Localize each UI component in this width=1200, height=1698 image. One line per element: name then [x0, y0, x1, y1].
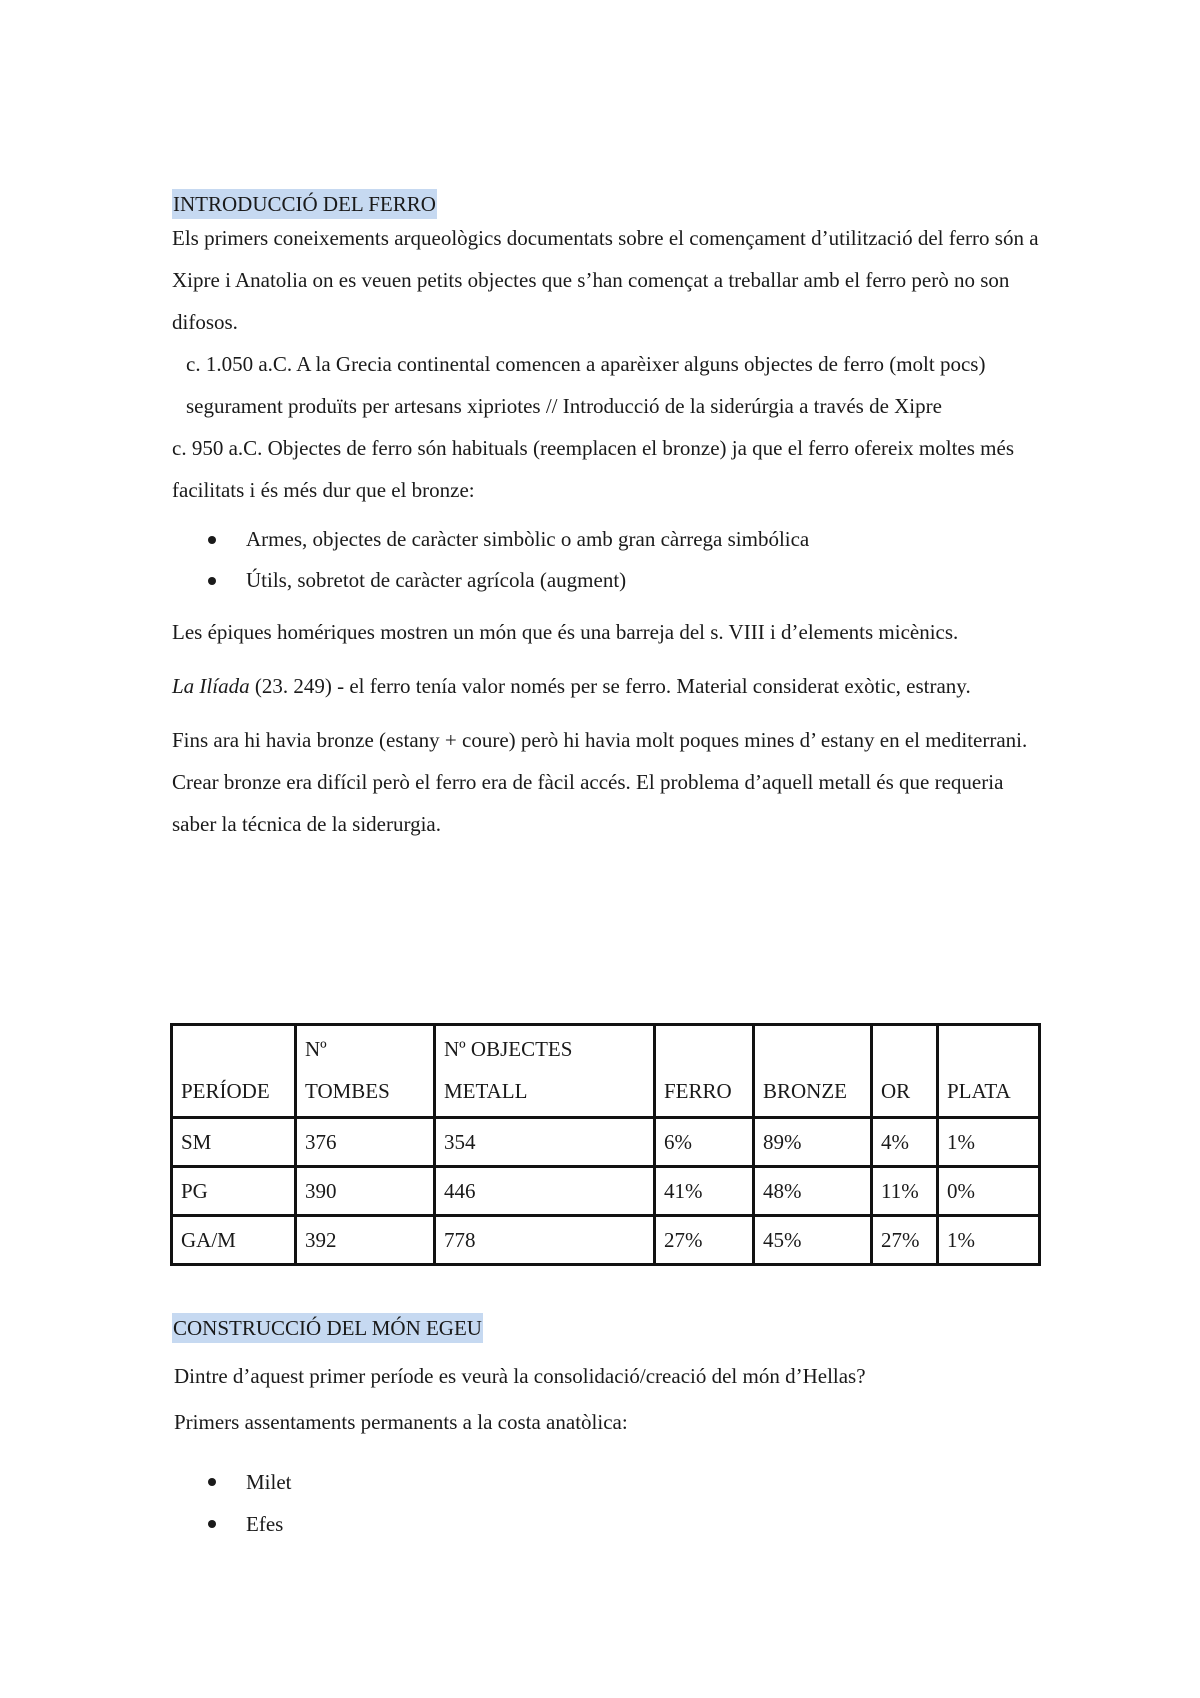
paragraph-bronze: Fins ara hi havia bronze (estany + coure) però hi havia molt poques mines d’ estany en el mediterrani. Crear bronze era difícil però el ferro era de fàcil accés. El problema d’aquell metall és que requeria saber la técnica de la siderurgia. — [172, 728, 1028, 836]
table-cell: 1% — [938, 1118, 1040, 1167]
table-cell: 6% — [655, 1118, 754, 1167]
heading-line — [172, 183, 1040, 216]
paragraph-intro: Els primers coneixements arqueològics documentats sobre el començament d’utilització del ferro són a Xipre i Anatolia on es veuen petits objectes que s’han començat a treballar amb el ferro però no son difosos. — [172, 226, 1039, 334]
table-cell: 1% — [938, 1216, 1040, 1265]
paragraph-assentaments: Primers assentaments permanents a la costa anatòlica: — [174, 1410, 628, 1434]
table-cell: 4% — [872, 1118, 938, 1167]
spacer — [172, 707, 1040, 719]
table-row — [172, 1167, 1040, 1216]
table-cell: PG — [172, 1167, 296, 1216]
table-cell: 45% — [754, 1216, 872, 1265]
list-item — [172, 1461, 1040, 1503]
header-line2: PLATA — [947, 1079, 1011, 1103]
header-objectes — [435, 1025, 655, 1118]
bullet-icon — [208, 1520, 216, 1528]
paragraph-periode: Dintre d’aquest primer període es veurà la consolidació/creació del món d’Hellas? — [174, 1364, 866, 1388]
table-row — [172, 1216, 1040, 1265]
header-line2: METALL — [444, 1079, 528, 1103]
list-item-text: Armes, objectes de caràcter simbòlic o amb gran càrrega simbólica — [246, 527, 810, 551]
section-heading-construccio: CONSTRUCCIÓ DEL MÓN EGEU — [172, 1313, 483, 1343]
table-row — [172, 1118, 1040, 1167]
table-cell: 390 — [296, 1167, 435, 1216]
table-cell: 778 — [435, 1216, 655, 1265]
header-ferro — [655, 1025, 754, 1118]
paragraph-homeric: Les épiques homériques mostren un món que és una barreja del s. VIII i d’elements micènics. — [172, 620, 959, 644]
table-cell: 89% — [754, 1118, 872, 1167]
list-item-text: Efes — [246, 1512, 284, 1536]
header-line1: Nº — [305, 1037, 327, 1061]
list-item — [172, 560, 1040, 601]
header-or — [872, 1025, 938, 1118]
bullet-icon — [208, 577, 216, 585]
bullet-icon — [208, 1478, 216, 1486]
list-item-text: Útils, sobretot de caràcter agrícola (augment) — [246, 568, 627, 592]
header-bronze — [754, 1025, 872, 1118]
metals-table — [170, 1023, 1041, 1266]
paragraph-iliad — [172, 665, 1040, 707]
header-tombes — [296, 1025, 435, 1118]
paragraph-date-950: c. 950 a.C. Objectes de ferro són habituals (reemplacen el bronze) ja que el ferro ofereix moltes més facilitats i és més dur que el bronze: — [172, 436, 1014, 502]
table-cell: 27% — [655, 1216, 754, 1265]
list-item — [172, 519, 1040, 560]
list-item — [172, 1503, 1040, 1545]
table-cell: 376 — [296, 1118, 435, 1167]
header-line2: FERRO — [664, 1079, 732, 1103]
table-cell: 392 — [296, 1216, 435, 1265]
bullet-list-uses — [172, 519, 1040, 601]
header-line1: Nº OBJECTES — [444, 1037, 573, 1061]
table-cell: 27% — [872, 1216, 938, 1265]
table-cell: GA/M — [172, 1216, 296, 1265]
section-introduccio — [172, 183, 1040, 845]
header-line2: BRONZE — [763, 1079, 847, 1103]
header-line2: OR — [881, 1079, 911, 1103]
table-cell: 11% — [872, 1167, 938, 1216]
list-item-text: Milet — [246, 1470, 292, 1494]
heading-line — [172, 1313, 1040, 1343]
spacer — [172, 653, 1040, 665]
table-cell: 48% — [754, 1167, 872, 1216]
bullet-icon — [208, 536, 216, 544]
header-plata — [938, 1025, 1040, 1118]
table-cell: 446 — [435, 1167, 655, 1216]
header-line2: PERÍODE — [181, 1079, 270, 1103]
header-line2: TOMBES — [305, 1079, 390, 1103]
section-heading-introduccio: INTRODUCCIÓ DEL FERRO — [172, 189, 437, 219]
table-cell: SM — [172, 1118, 296, 1167]
table-cell: 0% — [938, 1167, 1040, 1216]
table-cell: 354 — [435, 1118, 655, 1167]
iliad-text: (23. 249) - el ferro tenía valor només per se ferro. Material considerat exòtic, estrany. — [249, 674, 971, 698]
table-cell: 41% — [655, 1167, 754, 1216]
header-periode — [172, 1025, 296, 1118]
table-header-row — [172, 1025, 1040, 1118]
iliad-title: La Ilíada — [172, 674, 250, 698]
paragraph-date-1050: c. 1.050 a.C. A la Grecia continental comencen a aparèixer alguns objectes de ferro (molt pocs) segurament produïts per artesans xipriotes // Introducció de la siderúrgia a través de Xipre — [186, 352, 986, 418]
bullet-list-cities — [172, 1461, 1040, 1545]
section-construccio — [172, 1313, 1040, 1555]
